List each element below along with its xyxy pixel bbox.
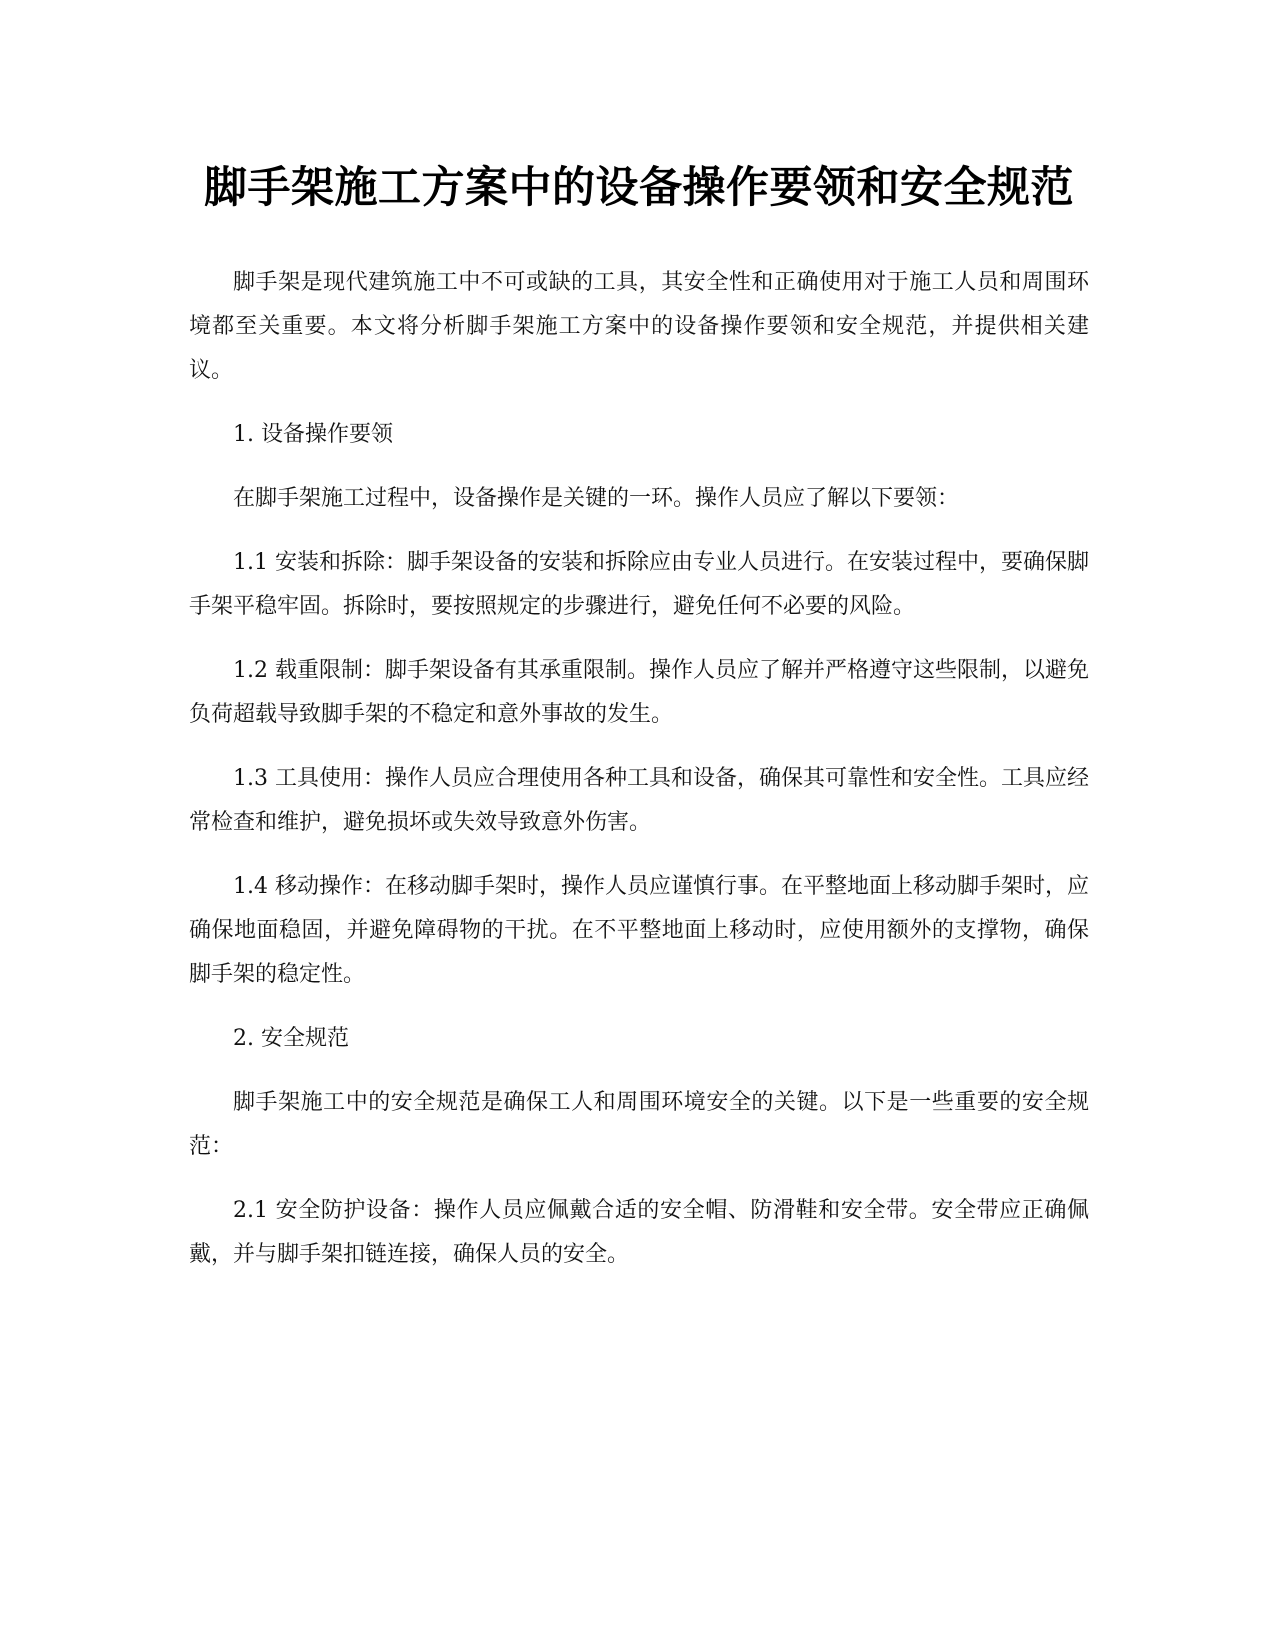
item-protective-equipment: 2.1 安全防护设备：操作人员应佩戴合适的安全帽、防滑鞋和安全带。安全带应正确佩戴，并与脚手架扣链连接，确保人员的安全。	[189, 1198, 1089, 1267]
item-load-limit: 1.2 载重限制：脚手架设备有其承重限制。操作人员应了解并严格遵守这些限制，以避免负荷超载导致脚手架的不稳定和意外事故的发生。	[189, 658, 1089, 727]
section-heading-safety-rules: 2. 安全规范	[233, 1026, 349, 1051]
section-intro-paragraph: 在脚手架施工过程中，设备操作是关键的一环。操作人员应了解以下要领：	[233, 486, 960, 511]
intro-paragraph: 脚手架是现代建筑施工中不可或缺的工具，其安全性和正确使用对于施工人员和周围环境都至关重要。本文将分析脚手架施工方案中的设备操作要领和安全规范，并提供相关建议。	[189, 270, 1089, 383]
item-moving-operation: 1.4 移动操作：在移动脚手架时，操作人员应谨慎行事。在平整地面上移动脚手架时，应确保地面稳固，并避免障碍物的干扰。在不平整地面上移动时，应使用额外的支撑物，确保脚手架的稳定性。	[189, 874, 1089, 987]
document-page	[189, 150, 1089, 1297]
safety-intro-paragraph: 脚手架施工中的安全规范是确保工人和周围环境安全的关键。以下是一些重要的安全规范：	[189, 1090, 1089, 1159]
document-title: 脚手架施工方案中的设备操作要领和安全规范	[204, 163, 1074, 213]
item-tool-usage: 1.3 工具使用：操作人员应合理使用各种工具和设备，确保其可靠性和安全性。工具应经常检查和维护，避免损坏或失效导致意外伤害。	[189, 766, 1089, 835]
section-heading-equipment-operation: 1. 设备操作要领	[233, 422, 393, 447]
item-installation-removal: 1.1 安装和拆除：脚手架设备的安装和拆除应由专业人员进行。在安装过程中，要确保脚手架平稳牢固。拆除时，要按照规定的步骤进行，避免任何不必要的风险。	[189, 550, 1089, 619]
document-body	[189, 261, 1089, 1277]
